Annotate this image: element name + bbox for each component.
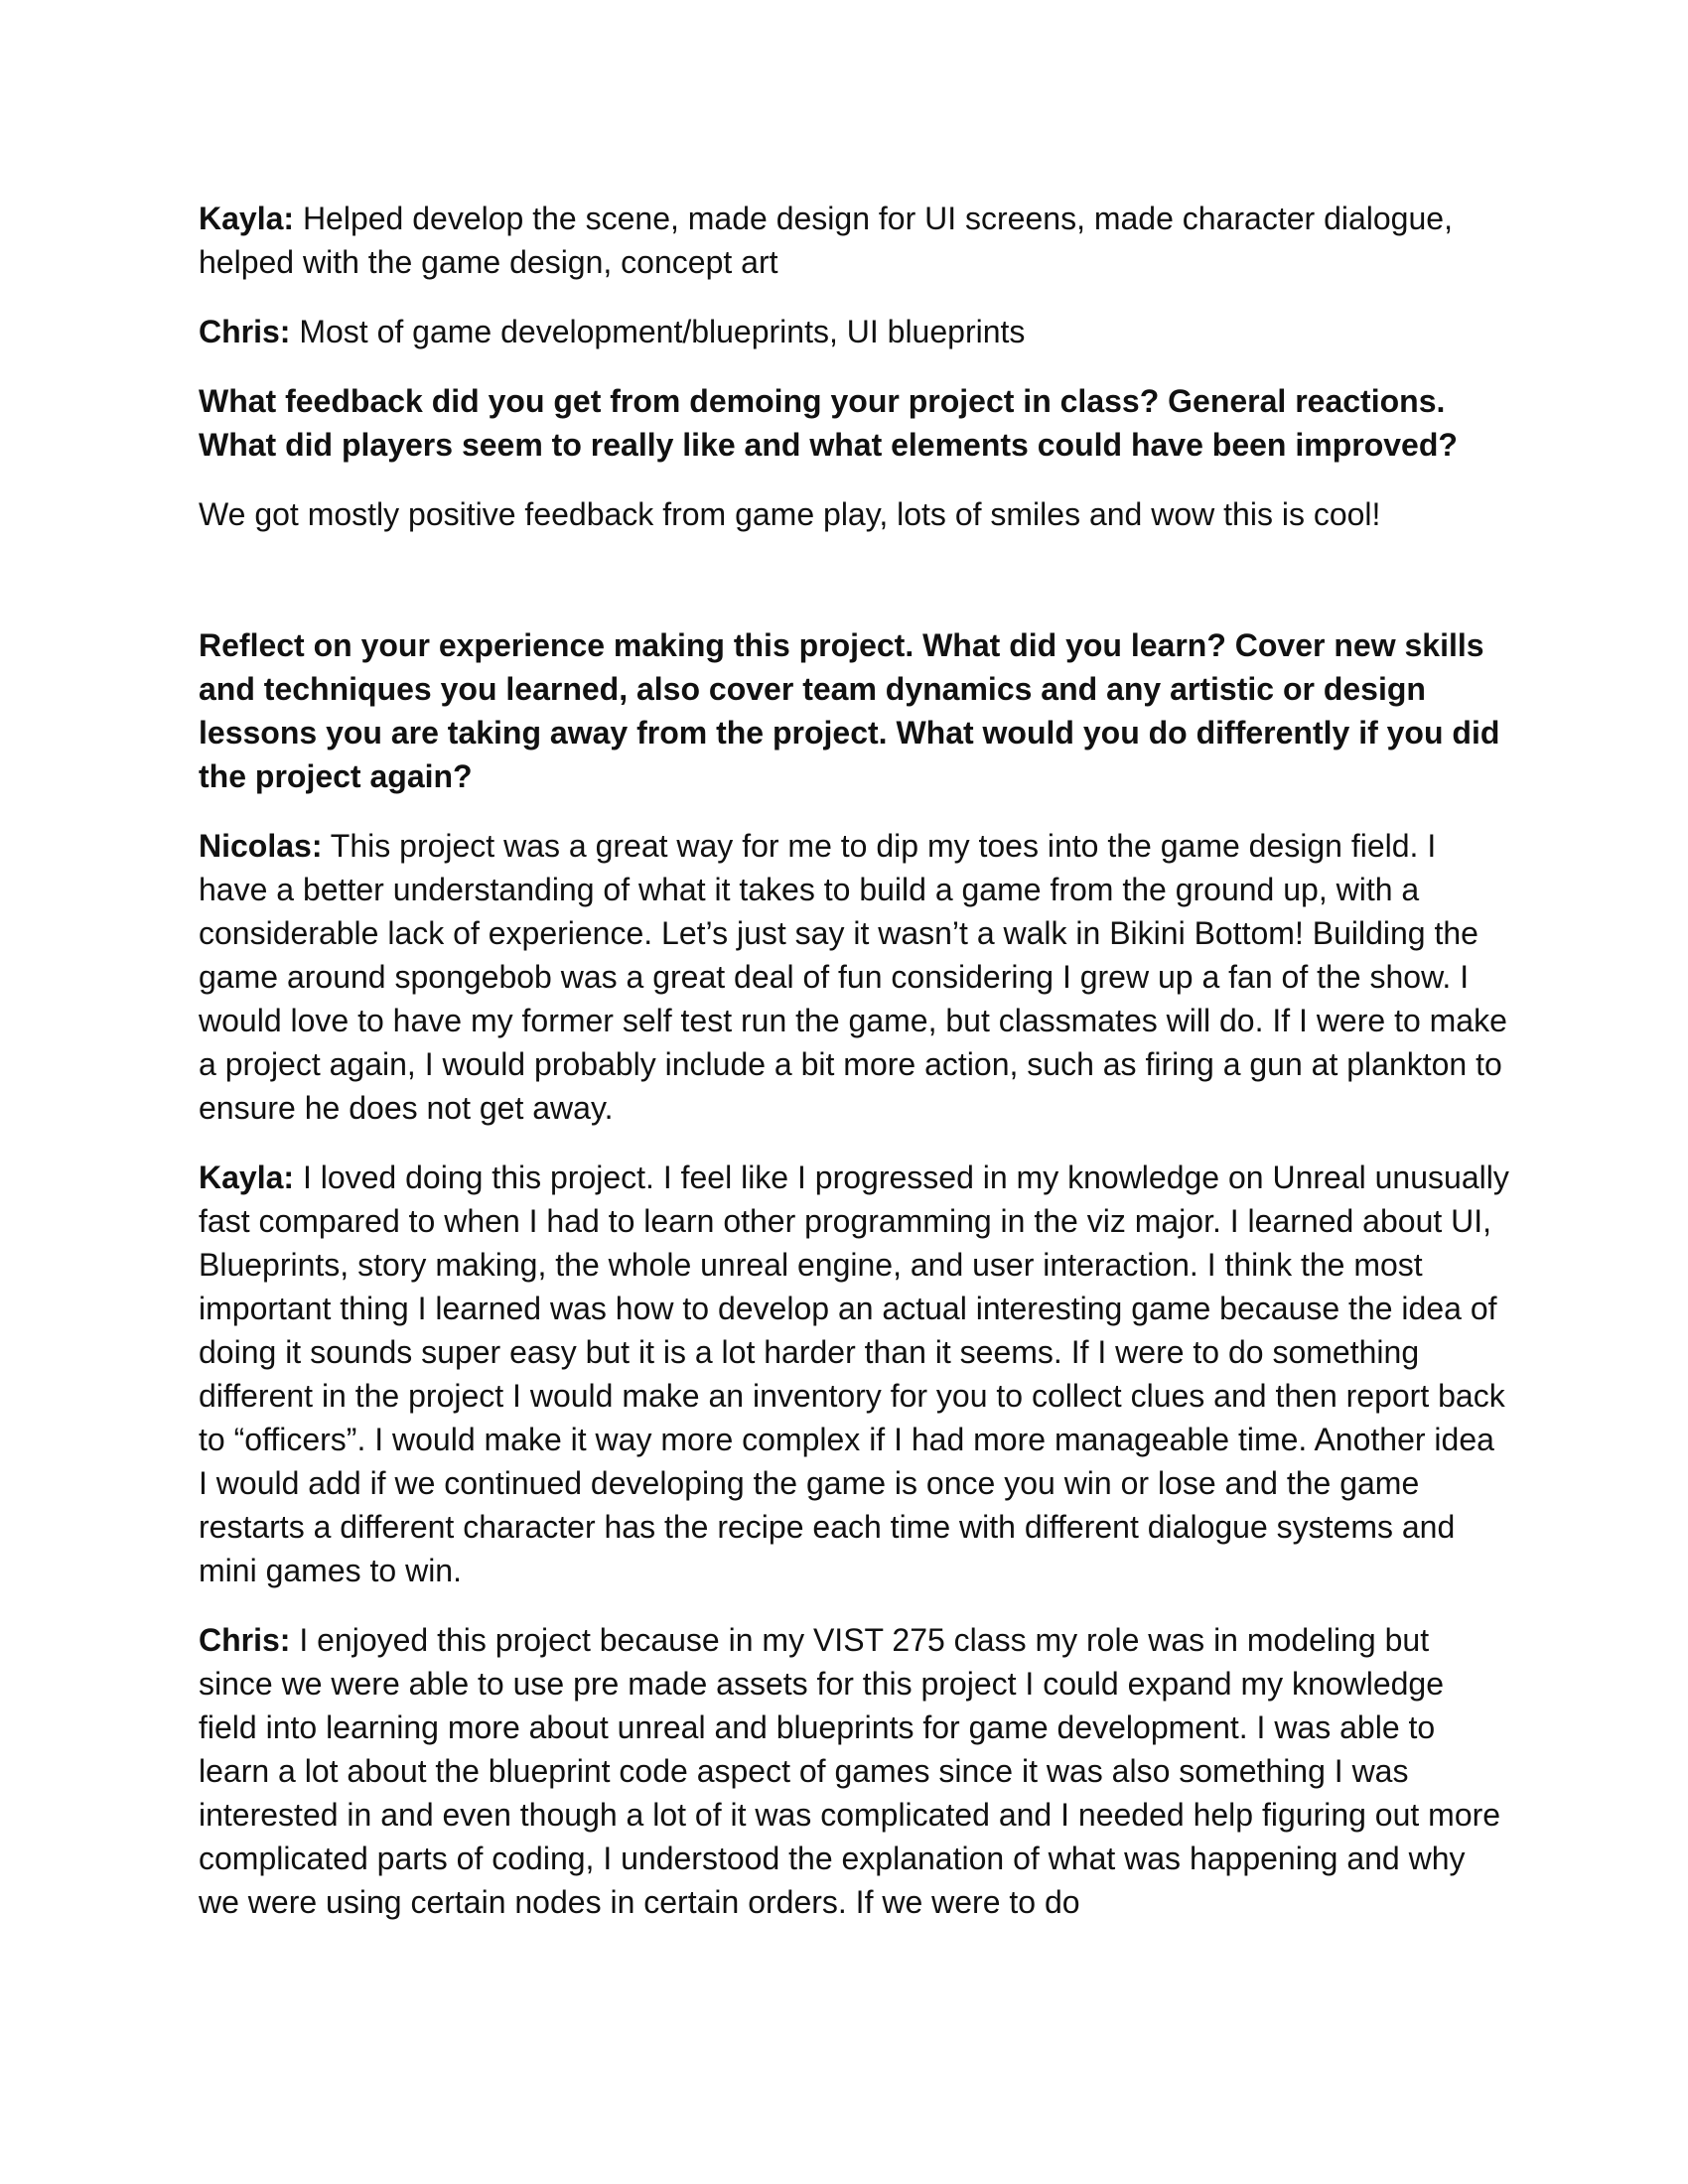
reflection-text: I enjoyed this project because in my VIST 275 class my role was in modeling but since we were able to use pre made assets for this project I could expand my knowledge field into learning more about unreal and blueprints for game development. I was able to learn a lot about the blueprint code aspect of games since it was also something I was interested in and even though a lot of it was complicated and I needed help figuring out more complicated parts of coding, I understood the explanation of what was happening and why we were using certain nodes in certain orders. If we were to do [199, 1622, 1501, 1920]
respondent-name: Kayla: [199, 1160, 295, 1195]
respondent-name: Nicolas: [199, 828, 323, 864]
respondent-name: Chris: [199, 1622, 291, 1658]
feedback-question: What feedback did you get from demoing your project in class? General reactions. What did players seem to really like and what elements could have been improved? [199, 383, 1458, 463]
contribution-text: Most of game development/blueprints, UI blueprints [290, 314, 1026, 349]
reflection-question: Reflect on your experience making this project. What did you learn? Cover new skills and techniques you learned, also cover team dynamics and any artistic or design lessons you are taking away from the project. What would you do differently if you did the project again? [199, 627, 1500, 794]
contribution-kayla [199, 197, 1509, 284]
reflection-text: I loved doing this project. I feel like I progressed in my knowledge on Unreal unusually fast compared to when I had to learn other programming in the viz major. I learned about UI, Blueprints, story making, the whole unreal engine, and user interaction. I think the most important thing I learned was how to develop an actual interesting game because the idea of doing it sounds super easy but it is a lot harder than it seems. If I were to do something different in the project I would make an inventory for you to collect clues and then report back to “officers”. I would make it way more complex if I had more manageable time. Another idea I would add if we continued developing the game is once you win or lose and the game restarts a different character has the recipe each time with different dialogue systems and mini games to win. [199, 1160, 1509, 1588]
contribution-chris [199, 310, 1509, 353]
reflection-nicolas [199, 824, 1509, 1130]
feedback-answer: We got mostly positive feedback from game play, lots of smiles and wow this is cool! [199, 496, 1381, 532]
section-spacer [199, 562, 1509, 623]
contributor-name: Chris: [199, 314, 291, 349]
contribution-text: Helped develop the scene, made design for UI screens, made character dialogue, helped with the game design, concept art [199, 201, 1453, 280]
reflection-text: This project was a great way for me to dip my toes into the game design field. I have a better understanding of what it takes to build a game from the ground up, with a considerable lack of experience. Let’s just say it wasn’t a walk in Bikini Bottom! Building the game around spongebob was a great deal of fun considering I grew up a fan of the show. I would love to have my former self test run the game, but classmates will do. If I were to make a project again, I would probably include a bit more action, such as firing a gun at plankton to ensure he does not get away. [199, 828, 1507, 1126]
reflection-chris [199, 1618, 1509, 1924]
reflection-kayla [199, 1156, 1509, 1592]
contributor-name: Kayla: [199, 201, 295, 236]
document-page [199, 197, 1509, 1950]
